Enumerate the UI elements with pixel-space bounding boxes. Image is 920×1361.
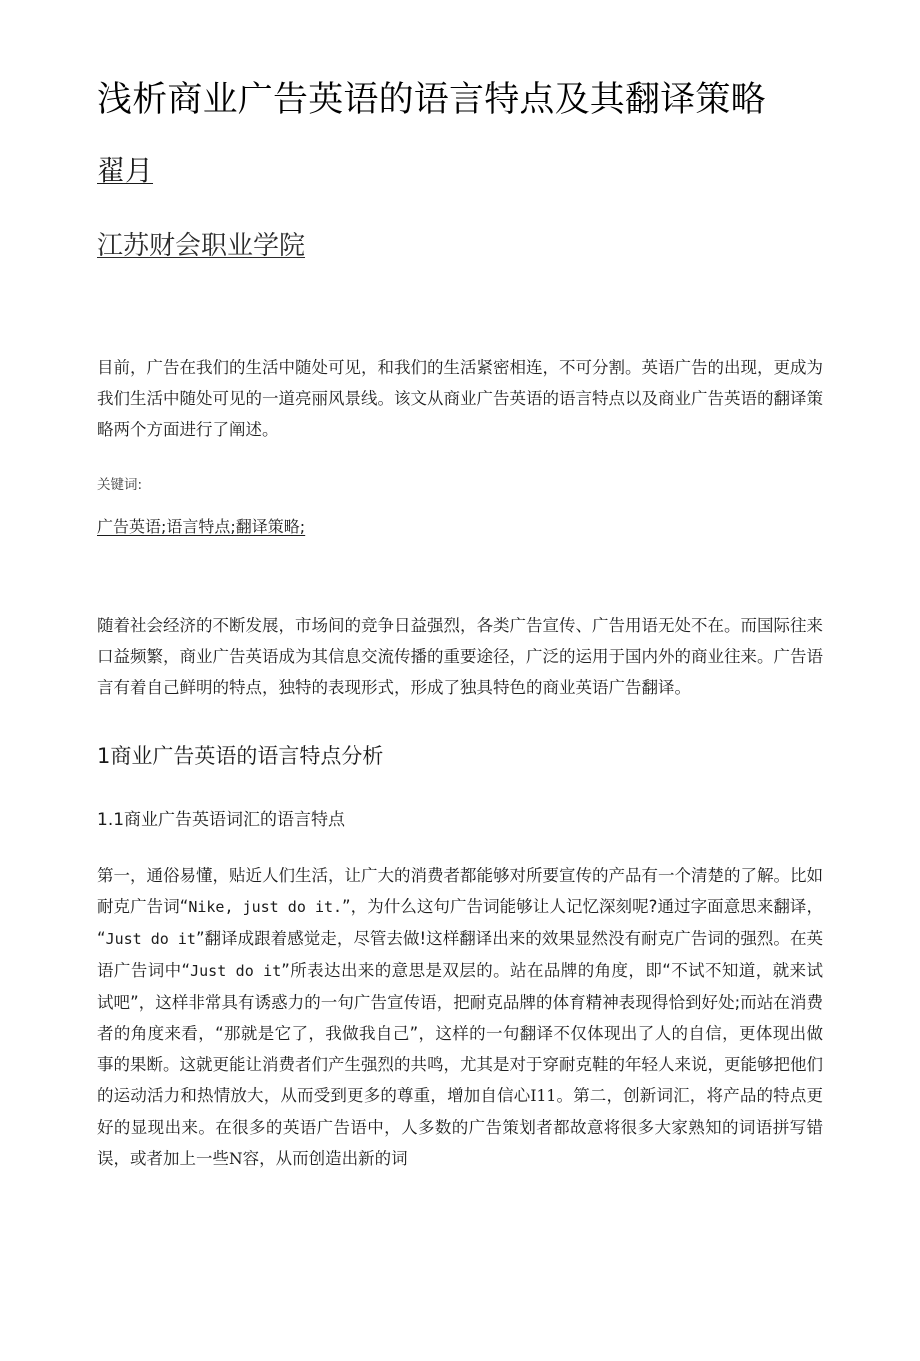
body-text-segment: 容，从而创造出新的词 <box>242 1149 408 1168</box>
abstract-paragraph: 目前，广告在我们的生活中随处可见，和我们的生活紧密相连，不可分割。英语广告的出现，更成为我们生活中随处可见的一道亮丽风景线。该文从商业广告英语的语言特点以及商业广告英语的翻译策略两个方面进行了阐述。 <box>97 358 823 439</box>
body-text-segment: 第一，通俗易懂，贴近人们生活，让广大的消费者都能够对所要宣传的产品有一个清楚的了解。比如耐克广告词“ <box>97 866 823 916</box>
author-name <box>97 124 823 190</box>
english-quote-justdoit-2: Just do it <box>190 962 282 980</box>
keywords-label: 关键词: <box>97 477 143 493</box>
body-text-segment: ”，为什么这句广告词能够让人记忆深刻呢?通过字面意思来翻译，“ <box>97 897 823 948</box>
page-title: 浅析商业广告英语的语言特点及其翻译策略 <box>97 80 766 120</box>
inline-letter-n: N <box>229 1150 243 1168</box>
keywords-list <box>97 496 823 540</box>
keywords-text: 广告英语;语言特点;翻译策略; <box>97 517 306 536</box>
author-affiliation <box>97 190 823 264</box>
author-name-text: 翟月 <box>97 154 154 187</box>
body-text-segment: ”翻译成跟着感觉走，尽管去做!这样翻译出来的效果显然没有耐克广告词的强烈。在英语广告词中“ <box>97 929 823 980</box>
section-heading-1-1: 1.1商业广告英语词汇的语言特点 <box>97 810 346 830</box>
introduction-paragraph: 随着社会经济的不断发展，市场间的竞争日益强烈，各类广告宣传、广告用语无处不在。而国际往来口益频繁，商业广告英语成为其信息交流传播的重要途径，广泛的运用于国内外的商业往来。广告语言有着自己鲜明的特点，独特的表现形式，形成了独具特色的商业英语广告翻译。 <box>97 616 823 697</box>
english-quote-nike: Nike, just do it. <box>188 898 343 916</box>
body-text-segment: ”所表达出来的意思是双层的。站在品牌的角度，即“不试不知道，就来试试吧”，这样非常具有诱惑力的一句广告宣传语，把耐克品牌的体育精神表现得恰到好处;而站在消费者的角度来看，“那就是它了，我做我自己”，这样的一句翻译不仅体现出了人的自信，更体现出做事的果断。这就更能让消费者们产生强烈的共鸣，尤其是对于穿耐克鞋的年轻人来说，更能够把他们的运动活力和热情放大，从而受到更多的尊重，增加自信心 <box>97 961 823 1105</box>
english-quote-justdoit-1: Just do it <box>105 930 196 948</box>
citation-marker: I11 <box>530 1087 557 1105</box>
affiliation-text: 江苏财会职业学院 <box>97 231 306 261</box>
body-paragraph <box>97 833 823 1175</box>
body-text-segment: 。第二，创新词汇，将产品的特点更好的显现出来。在很多的英语广告语中，人多数的广告策划者都故意将很多大家熟知的词语拼写错误，或者加上一些 <box>97 1086 824 1168</box>
section-heading-1: 1商业广告英语的语言特点分析 <box>97 744 384 768</box>
